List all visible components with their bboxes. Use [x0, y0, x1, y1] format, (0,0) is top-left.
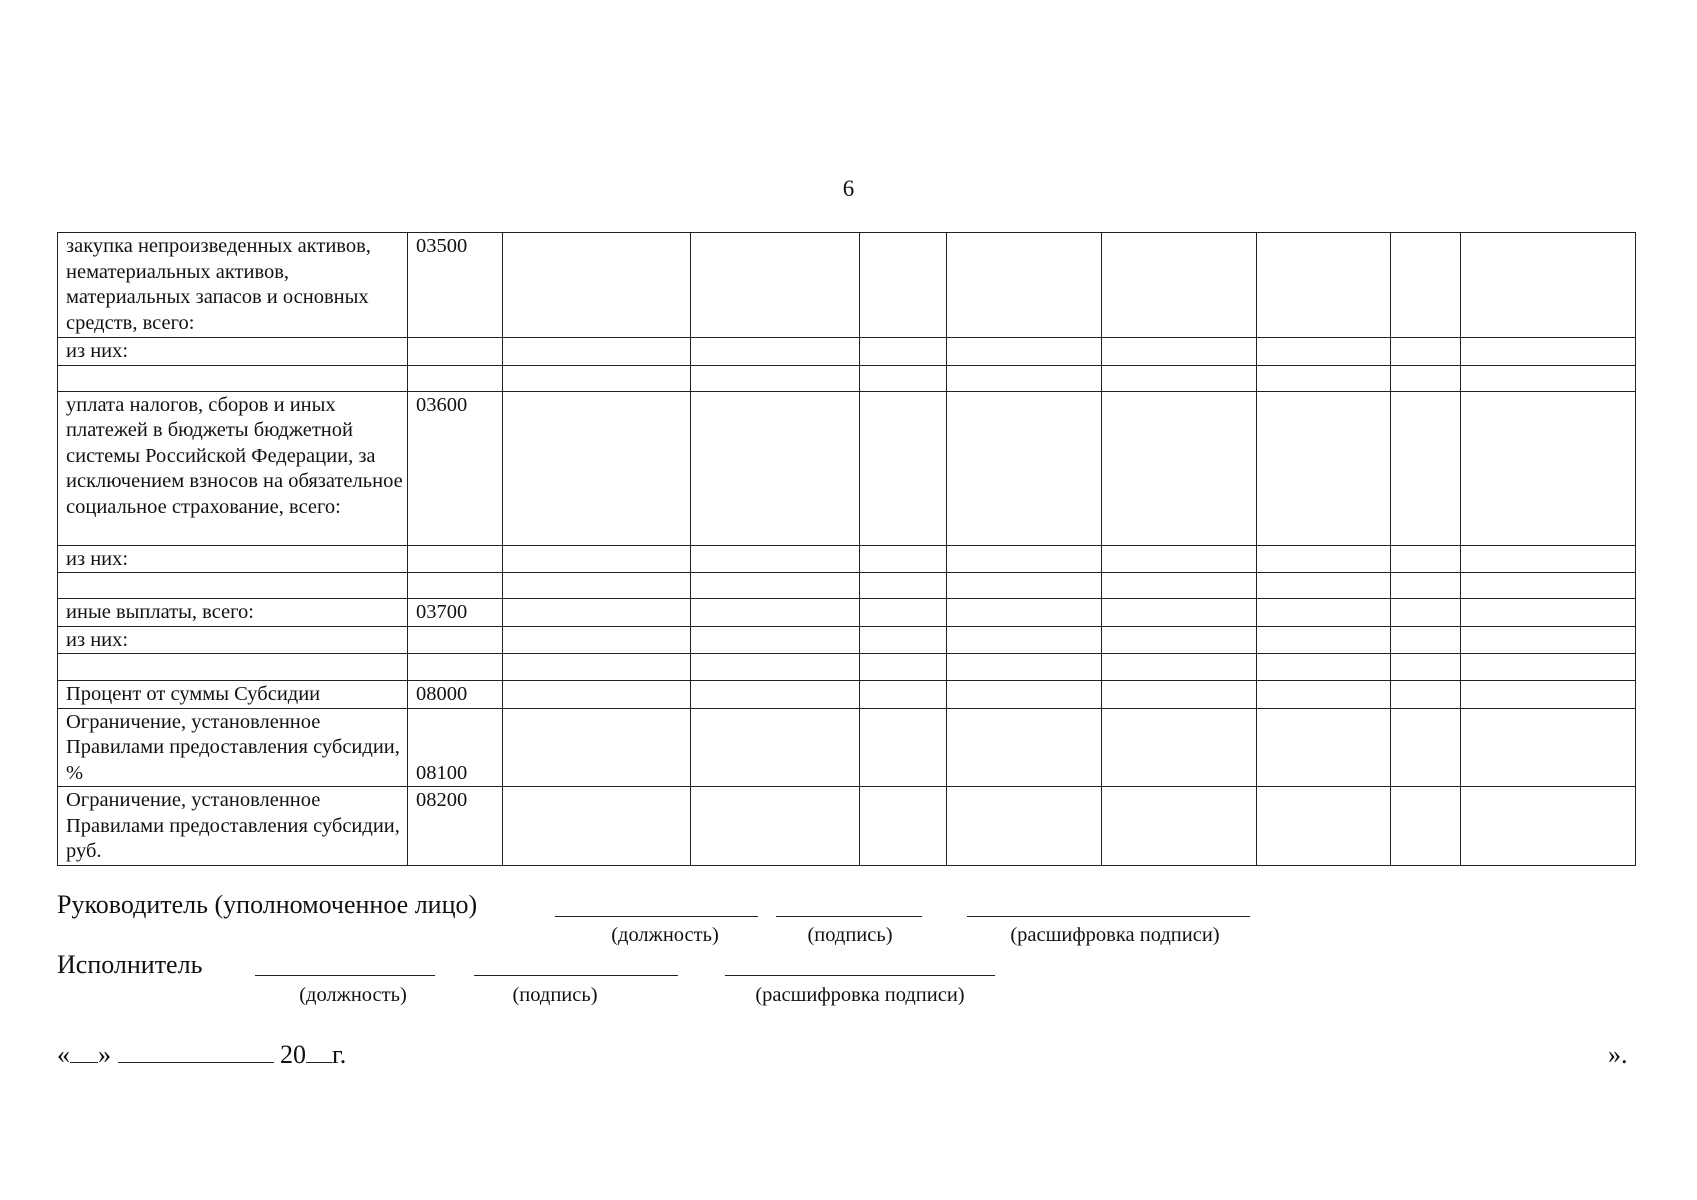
executor-transcript-caption: (расшифровка подписи) — [755, 984, 965, 1006]
row-label: уплата налогов, сборов и иных платежей в бюджеты бюджетной системы Российской Федерации, за исключением взносов на обязательное социальное страхование, всего: — [58, 391, 408, 545]
table-row — [58, 391, 1636, 545]
date-day-blank[interactable] — [70, 1040, 98, 1063]
value-cell[interactable] — [691, 545, 860, 573]
value-cell[interactable] — [691, 599, 860, 627]
value-cell[interactable] — [691, 391, 860, 545]
table-row — [58, 681, 1636, 709]
value-cell[interactable] — [1391, 681, 1461, 709]
table-row — [58, 573, 1636, 599]
value-cell[interactable] — [503, 681, 691, 709]
row-code: 08000 — [408, 681, 503, 709]
row-label: Ограничение, установленное Правилами предоставления субсидии, руб. — [58, 787, 408, 866]
value-cell[interactable] — [860, 391, 947, 545]
value-cell[interactable] — [691, 654, 860, 681]
value-cell[interactable] — [503, 787, 691, 866]
value-cell[interactable] — [1257, 338, 1391, 366]
row-label: Процент от суммы Субсидии — [58, 681, 408, 709]
value-cell[interactable] — [1391, 787, 1461, 866]
row-code — [408, 338, 503, 366]
value-cell[interactable] — [1257, 787, 1391, 866]
row-label: из них: — [58, 626, 408, 654]
value-cell[interactable] — [1461, 654, 1636, 681]
value-cell[interactable] — [1102, 654, 1257, 681]
value-cell[interactable] — [1257, 233, 1391, 338]
value-cell[interactable] — [503, 573, 691, 599]
head-transcript-caption: (расшифровка подписи) — [1010, 924, 1220, 946]
value-cell[interactable] — [1257, 681, 1391, 709]
value-cell[interactable] — [691, 681, 860, 709]
value-cell[interactable] — [1102, 391, 1257, 545]
date-close-quote: » — [98, 1040, 111, 1069]
date-year-prefix: 20 — [280, 1040, 306, 1069]
head-signature-line[interactable] — [776, 916, 922, 917]
value-cell[interactable] — [503, 233, 691, 338]
head-position-line[interactable] — [555, 916, 758, 917]
value-cell[interactable] — [1102, 626, 1257, 654]
head-transcript-line[interactable] — [967, 916, 1250, 917]
value-cell[interactable] — [860, 626, 947, 654]
row-code: 03600 — [408, 391, 503, 545]
row-label — [58, 654, 408, 681]
value-cell[interactable] — [1257, 626, 1391, 654]
value-cell[interactable] — [947, 545, 1102, 573]
row-code: 08100 — [408, 708, 503, 787]
value-cell[interactable] — [1257, 573, 1391, 599]
executor-signature-caption: (подпись) — [512, 984, 598, 1006]
value-cell[interactable] — [947, 681, 1102, 709]
value-cell[interactable] — [1102, 365, 1257, 391]
page-number: 6 — [842, 176, 855, 201]
value-cell[interactable] — [860, 787, 947, 866]
date-month-blank[interactable] — [118, 1040, 274, 1063]
value-cell[interactable] — [1391, 626, 1461, 654]
value-cell[interactable] — [1102, 233, 1257, 338]
value-cell[interactable] — [860, 338, 947, 366]
value-cell[interactable] — [860, 545, 947, 573]
executor-label: Исполнитель — [57, 950, 203, 979]
value-cell[interactable] — [1461, 365, 1636, 391]
value-cell[interactable] — [947, 233, 1102, 338]
row-code — [408, 626, 503, 654]
value-cell[interactable] — [1102, 599, 1257, 627]
date-line — [57, 1040, 346, 1070]
value-cell[interactable] — [947, 338, 1102, 366]
value-cell[interactable] — [1461, 681, 1636, 709]
row-label: Ограничение, установленное Правилами предоставления субсидии, % — [58, 708, 408, 787]
value-cell[interactable] — [1391, 654, 1461, 681]
value-cell[interactable] — [691, 338, 860, 366]
value-cell[interactable] — [691, 573, 860, 599]
value-cell[interactable] — [1102, 545, 1257, 573]
date-year-suffix: г. — [332, 1040, 347, 1069]
value-cell[interactable] — [1257, 391, 1391, 545]
value-cell[interactable] — [1461, 599, 1636, 627]
value-cell[interactable] — [691, 233, 860, 338]
table-row — [58, 787, 1636, 866]
value-cell[interactable] — [947, 626, 1102, 654]
value-cell[interactable] — [1391, 708, 1461, 787]
value-cell[interactable] — [1102, 338, 1257, 366]
value-cell[interactable] — [1391, 338, 1461, 366]
value-cell[interactable] — [860, 365, 947, 391]
date-year-blank[interactable] — [306, 1040, 332, 1063]
value-cell[interactable] — [1461, 573, 1636, 599]
value-cell[interactable] — [947, 391, 1102, 545]
row-label: из них: — [58, 545, 408, 573]
value-cell[interactable] — [1102, 681, 1257, 709]
executor-transcript-line[interactable] — [725, 975, 995, 976]
value-cell[interactable] — [860, 654, 947, 681]
value-cell[interactable] — [691, 365, 860, 391]
value-cell[interactable] — [860, 708, 947, 787]
row-code — [408, 365, 503, 391]
head-signature-caption: (подпись) — [807, 924, 893, 946]
row-label: иные выплаты, всего: — [58, 599, 408, 627]
row-label — [58, 365, 408, 391]
table-row — [58, 599, 1636, 627]
value-cell[interactable] — [947, 573, 1102, 599]
date-open-quote: « — [57, 1040, 70, 1069]
value-cell[interactable] — [1391, 573, 1461, 599]
value-cell[interactable] — [1391, 391, 1461, 545]
value-cell[interactable] — [1461, 787, 1636, 866]
value-cell[interactable] — [503, 338, 691, 366]
value-cell[interactable] — [691, 787, 860, 866]
value-cell[interactable] — [1257, 545, 1391, 573]
row-code: 03700 — [408, 599, 503, 627]
value-cell[interactable] — [860, 573, 947, 599]
value-cell[interactable] — [503, 391, 691, 545]
executor-position-caption: (должность) — [299, 984, 407, 1006]
value-cell[interactable] — [691, 626, 860, 654]
value-cell[interactable] — [1391, 545, 1461, 573]
table-row — [58, 233, 1636, 338]
value-cell[interactable] — [947, 365, 1102, 391]
value-cell[interactable] — [947, 654, 1102, 681]
row-label — [58, 573, 408, 599]
head-signature-label: Руководитель (уполномоченное лицо) — [57, 890, 478, 919]
row-code — [408, 573, 503, 599]
value-cell[interactable] — [1461, 708, 1636, 787]
value-cell[interactable] — [860, 233, 947, 338]
value-cell[interactable] — [1461, 391, 1636, 545]
row-code — [408, 545, 503, 573]
value-cell[interactable] — [503, 626, 691, 654]
value-cell[interactable] — [691, 708, 860, 787]
executor-position-line[interactable] — [255, 975, 435, 976]
row-code: 03500 — [408, 233, 503, 338]
value-cell[interactable] — [1102, 573, 1257, 599]
value-cell[interactable] — [503, 545, 691, 573]
value-cell[interactable] — [1257, 654, 1391, 681]
value-cell[interactable] — [1257, 599, 1391, 627]
head-position-caption: (должность) — [611, 924, 719, 946]
value-cell[interactable] — [1461, 233, 1636, 338]
value-cell[interactable] — [503, 365, 691, 391]
value-cell[interactable] — [947, 708, 1102, 787]
table-row — [58, 654, 1636, 681]
value-cell[interactable] — [1391, 233, 1461, 338]
table-row — [58, 708, 1636, 787]
row-code — [408, 654, 503, 681]
value-cell[interactable] — [1102, 787, 1257, 866]
row-code: 08200 — [408, 787, 503, 866]
table-row — [58, 545, 1636, 573]
executor-signature-line[interactable] — [474, 975, 678, 976]
value-cell[interactable] — [860, 599, 947, 627]
table-row — [58, 365, 1636, 391]
closing-quote-mark: ». — [1608, 1040, 1628, 1069]
row-label: закупка непроизведенных активов, нематериальных активов, материальных запасов и основных средств, всего: — [58, 233, 408, 338]
table-row — [58, 338, 1636, 366]
value-cell[interactable] — [503, 599, 691, 627]
report-table — [57, 232, 1636, 866]
value-cell[interactable] — [947, 599, 1102, 627]
value-cell[interactable] — [860, 681, 947, 709]
value-cell[interactable] — [1461, 338, 1636, 366]
value-cell[interactable] — [947, 787, 1102, 866]
value-cell[interactable] — [1461, 626, 1636, 654]
value-cell[interactable] — [1461, 545, 1636, 573]
row-label: из них: — [58, 338, 408, 366]
value-cell[interactable] — [1391, 599, 1461, 627]
value-cell[interactable] — [1257, 708, 1391, 787]
table-row — [58, 626, 1636, 654]
value-cell[interactable] — [1102, 708, 1257, 787]
value-cell[interactable] — [503, 654, 691, 681]
value-cell[interactable] — [503, 708, 691, 787]
value-cell[interactable] — [1391, 365, 1461, 391]
value-cell[interactable] — [1257, 365, 1391, 391]
